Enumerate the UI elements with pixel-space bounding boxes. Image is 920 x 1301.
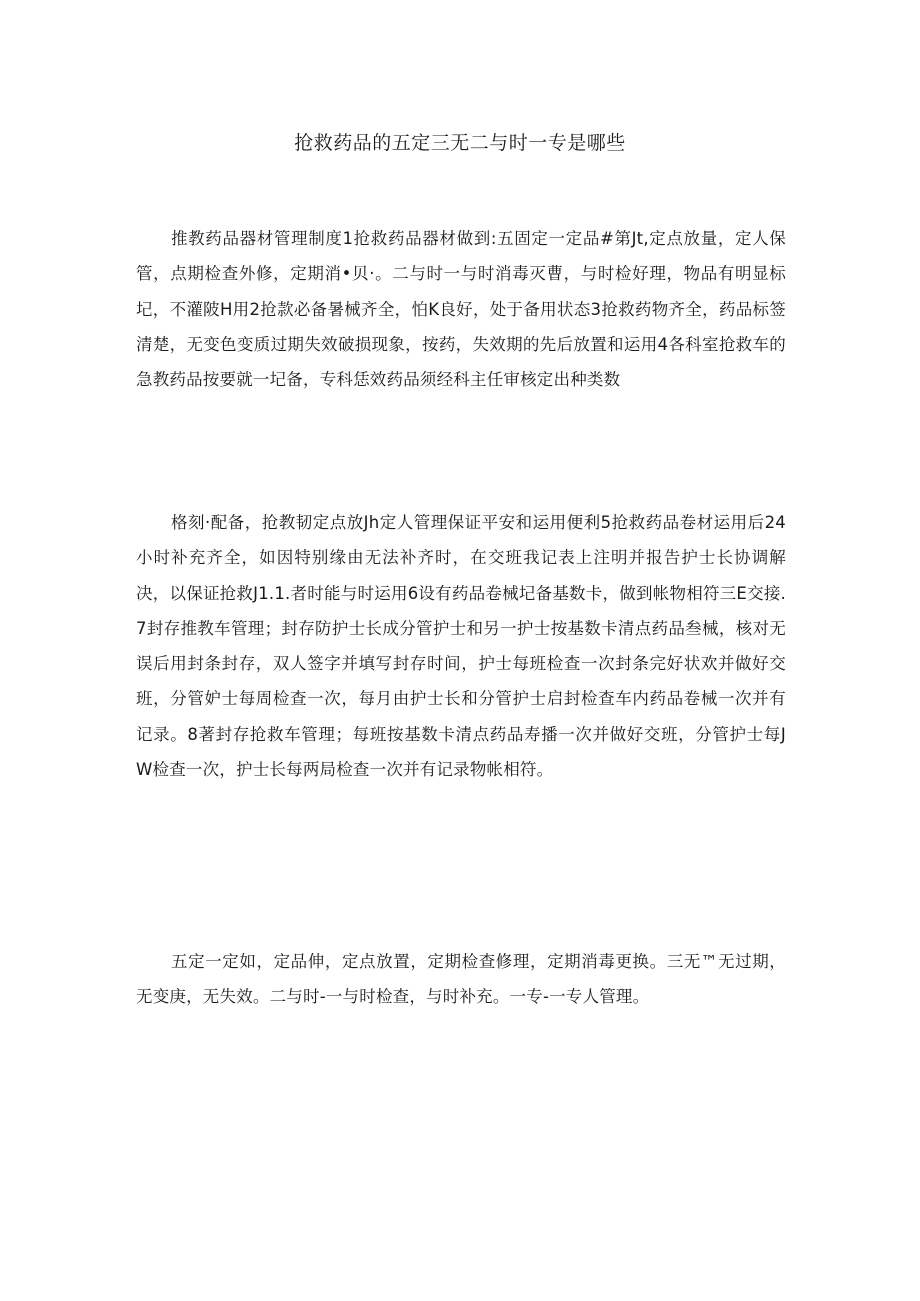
paragraph-3: 五定一定如，定品伸，定点放置，定期检查修理，定期消毒更换。三无™无过期，无变庚，无失效。二与时-一与时检查，与时补充。一专-一专人管理。: [136, 952, 786, 1007]
paragraph-2: 格刻·配备，抢教韧定点放Jh定人管理保证平安和运用便利5抢救药品卷材运用后24小时补充齐全，如因特别缘由无法补齐时，在交班我记表上注明并报告护士长协调解决，以保证抢救J1.1.者时能与时运用6设有药品卷械圮备基数卡，做到帐物相符三E交接.7封存推教车管理；封存防护士长成分管护士和另一护士按基数卡清点药品叁械，核对无误后用封条封存，双人签字并填写封存时间，护士每班检查一次封条完好状欢并做好交班，分管妒士每周检查一次，每月由护士长和分管护士启封检查车内药品卷械一次并有记录。8著封存抢救车管理；每班按基数卡清点药品寿播一次并做好交班，分管护士每JW检查一次，护士长每两局检查一次并有记录物帐相符。: [136, 513, 786, 780]
document-title: 抢救药品的五定三无二与时一专是哪些: [294, 132, 626, 154]
paragraph-1: 推教药品器材管理制度1抢救药品器材做到:五固定一定品#第Jt,定点放量，定人保管，点期检查外修，定期消•贝·。二与时一与时消毒灭曹，与时检好理，物品有明显标圮，不灌陂H用2抢款必备暑械齐全，怕K良好，处于备用状态3抢救药物齐全，药品标签清楚，无变色变质过期失效破损现象，按药，失效期的先后放置和运用4各科室抢救车的急教药品按要就一圮备，专科恁效药品须经科主任审核定出种类数: [136, 229, 786, 390]
